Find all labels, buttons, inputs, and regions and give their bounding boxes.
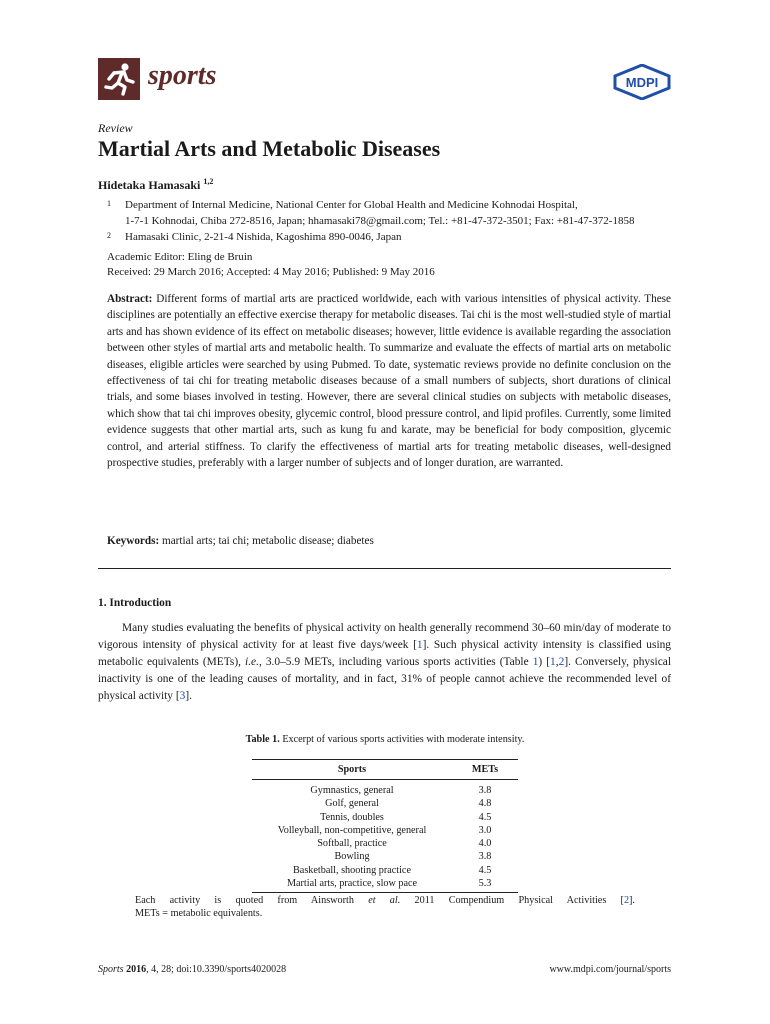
journal-logo [98,58,140,100]
academic-editor: Academic Editor: Eling de Bruin [107,251,253,263]
citation-link[interactable]: 2 [558,656,565,668]
citation-link[interactable]: 2 [623,895,630,906]
keywords-text: martial arts; tai chi; metabolic disease; diabetes [162,535,374,547]
table-caption [0,734,770,745]
table-footnote-abbrev: METs = metabolic equivalents. [135,908,263,919]
keywords [107,535,374,547]
author-line [98,177,213,193]
mdpi-logo-icon [613,64,671,100]
table-footnote [135,894,635,920]
section-divider [98,568,671,569]
table-caption-label: Table 1. [245,734,280,745]
author-name: Hidetaka Hamasaki [98,178,201,192]
abstract-text: Different forms of martial arts are practiced worldwide, each with various intensities of physical activity. These disciplines are potentially an effective exercise therapy for metabolic diseases. Tai chi is the most well-studied style of martial arts and has shown evidence of its effect on metabolic diseases; however, little evidence is available regarding the association between other styles of martial arts and metabolic health. To summarize and evaluate the effects of martial arts on metabolic diseases, eligible articles were searched by using Pubmed. To date, systematic reviews provide no definite conclusion on the effectiveness of tai chi for treating metabolic diseases because of a small numbers of subjects, short durations of clinical trials, and some biases involved in testing. However, there are several clinical studies on subjects with metabolic diseases, which show that tai chi improves obesity, glycemic control, blood pressure control, and lipid profiles. Currently, some limited evidence suggests that other martial arts, such as kung fu and karate, may be beneficial for body composition, glycemic control, and arterial stiffness. To clarify the effectiveness of martial arts for treating metabolic diseases, well-designed prospective studies, preferably with a larger number of subjects and of longer duration, are warranted. [107,293,672,470]
affiliation-1: Department of Internal Medicine, National Center for Global Health and Medicine Kohnodai Hospital, 1-7-1 Kohnodai, Chiba 272-8516, Japan; hhamasaki78@gmail.com; Tel.: +81-47-372-3501; Fax: +81-47-372-1858 [125,199,635,227]
table-row: Volleyball, non-competitive, general 3.0 [277,824,492,836]
author-affiliation-marks: 1,2 [203,177,214,186]
keywords-label: Keywords: [107,535,160,547]
table-row: Martial arts, practice, slow pace 5.3 [252,877,518,893]
affiliation-1-number: 1 [107,199,111,208]
article-title: Martial Arts and Metabolic Diseases [98,136,441,161]
mets-table [252,759,518,893]
table-row: Bowling 3.8 [334,851,492,863]
table-row: Basketball, shooting practice 4.5 [293,864,492,876]
journal-name: sports [148,60,217,91]
publication-dates: Received: 29 March 2016; Accepted: 4 May 2016; Published: 9 May 2016 [107,266,435,278]
table-header-row [252,760,518,780]
publisher-name: MDPI [625,75,659,90]
table-row: Softball, practice 4.0 [317,838,492,850]
table-row: Gymnastics, general 3.8 [310,785,492,796]
citation-link[interactable]: 1 [550,656,556,668]
abstract [107,291,671,471]
table-footnote-source: Each activity is quoted from Ainsworth et al. 2011 Compendium Physical Activities [2]. [135,895,635,906]
introduction-paragraph: Many studies evaluating the benefits of physical activity on health generally recommend 30–60 min/day of moderate to vigorous intensity of physical activity for at least five days/week [1]. Such physical activity intensity is classified using metabolic equivalents (METs), i.e., 3.0–5.9 METs, including various sports activities (Table 1) [1,2]. Conversely, physical inactivity is one of the leading causes of mortality, and in fact, 31% of people cannot achieve the recommended level of physical activity [3]. [98,622,671,702]
table-caption-text: Excerpt of various sports activities with moderate intensity. [282,734,525,745]
affiliation-2-number: 2 [107,231,111,240]
journal-url[interactable]: www.mdpi.com/journal/sports [549,964,671,975]
article-type: Review [98,121,133,135]
citation-link[interactable]: 3 [179,690,186,702]
table-row: Golf, general 4.8 [325,798,492,810]
table-reference-link[interactable]: 1 [532,656,539,668]
runner-icon [98,58,140,100]
abstract-label: Abstract: [107,293,153,305]
section-heading: 1. Introduction [98,597,172,609]
citation-footer: Sports 2016, 4, 28; doi:10.3390/sports4020028 [98,964,287,975]
affiliation-2: Hamasaki Clinic, 2-21-4 Nishida, Kagoshima 890-0046, Japan [125,231,402,243]
column-header-sports: Sports [252,760,452,780]
citation-link[interactable]: 1 [416,639,423,651]
column-header-mets: METs [452,760,518,780]
table-row: Tennis, doubles 4.5 [320,811,492,823]
